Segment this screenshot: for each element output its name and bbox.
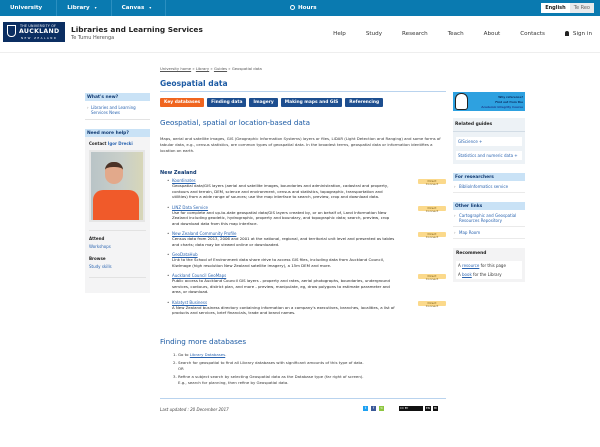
nav-research[interactable]: Research xyxy=(402,31,428,37)
direct-connect-button[interactable]: Direct Connect xyxy=(418,206,446,211)
top-nav-canvas[interactable]: Canvas ▾ xyxy=(112,0,167,16)
language-switcher xyxy=(541,3,594,13)
database-list xyxy=(160,178,446,316)
page-title: Geospatial data xyxy=(160,79,446,92)
database-item: • Kalatyst Business A New Zealand business directory containing information on a company's executives, branches, localities, a list of products and services, brief financials, trade and brand names. Direct Connect xyxy=(160,300,446,316)
recommend-heading: Recommend xyxy=(456,251,487,256)
study-skills-link[interactable]: Study skills xyxy=(89,264,112,269)
last-updated: Last updated : 20 December 2017 xyxy=(160,406,229,412)
database-link-linz[interactable]: LINZ Data Service xyxy=(172,204,209,210)
step-item: 1. Go to Library Databases. xyxy=(178,352,446,358)
clock-icon xyxy=(290,5,295,10)
need-help-heading: Need more help? xyxy=(85,129,150,137)
site-title[interactable]: Libraries and Learning Services xyxy=(71,25,203,34)
recommend-resource-link[interactable]: resource xyxy=(462,263,480,268)
database-item: • Koordinates Geospatial data/GIS layers (aerial and satellite images, boundaries and administration, cadastral and property, contours and terrain, DEM, science and environment, census and statistics, topographic, transportation and utilities) from a wide range of sources; use the map interface to search, preview, crop and download data. Direct Connect xyxy=(160,178,446,200)
for-researchers-heading: For researchers xyxy=(453,173,525,181)
academic-integrity-banner[interactable]: Why reference? Find out from the Academic Integrity Course xyxy=(453,92,525,111)
tab-finding-data[interactable]: Finding data xyxy=(207,98,246,107)
facebook-icon[interactable]: f xyxy=(372,406,375,410)
finding-more-heading: Finding more databases xyxy=(160,336,247,346)
section-heading: Geospatial, spatial or location-based data xyxy=(160,118,311,127)
share-buttons xyxy=(363,406,387,411)
lang-en-badge[interactable]: EN xyxy=(426,406,430,410)
database-link-nz-community-profile[interactable]: New Zealand Community Profile xyxy=(172,231,237,236)
breadcrumb: University home » Library » Guides » Geospatial data xyxy=(160,66,262,71)
site-subtitle: Te Tumu Herenga xyxy=(71,35,115,41)
need-help-box xyxy=(85,129,150,293)
face-icon xyxy=(455,93,468,110)
contact-name-link[interactable]: Igor Drecki xyxy=(107,141,133,146)
database-link-koordinates[interactable]: Koordinates xyxy=(172,178,196,183)
chevron-down-icon: ▾ xyxy=(94,5,97,10)
breadcrumb-library[interactable]: Library xyxy=(195,66,210,71)
main-nav xyxy=(313,31,592,37)
contact-photo xyxy=(89,150,145,222)
bioinformatics-link[interactable]: › Bibliolnformatics service xyxy=(453,181,525,193)
whats-new-link[interactable]: › Libraries and Learning Services News xyxy=(87,105,148,115)
right-sidebar xyxy=(453,92,525,282)
step-item: 3. Refine a subject search by selecting Geospatial data as the Database type (far right of screen). E.g., search for planning, then refine by Geospatial data. xyxy=(178,374,446,385)
breadcrumb-university-home[interactable]: University home xyxy=(160,66,192,71)
top-nav-library[interactable]: Library ▾ xyxy=(57,0,111,16)
recommend-book: A book for the Library xyxy=(456,270,522,279)
database-item: • GeoDataHub Link to the School of Environment data share drive to access GIS files, including data from Auckland Council, KiwImage (high resolution New Zealand satellite imagery), a 15m DEM and more. xyxy=(160,252,446,268)
related-guides-heading: Related guides xyxy=(453,118,525,132)
database-item: • New Zealand Community Profile Census data from 2013, 2006 and 2001 at the national, regional, and territorial unit level and presented as tables and charts; data may be viewed online or downloaded. Direct Connect xyxy=(160,231,446,247)
nav-about[interactable]: About xyxy=(483,31,501,37)
cc-license-icon[interactable]: CC BY xyxy=(399,406,423,411)
library-databases-link[interactable]: Library Databases xyxy=(189,351,226,357)
whats-new-box xyxy=(85,93,150,120)
recommend-box xyxy=(453,248,525,282)
contact-line: Contact Igor Drecki xyxy=(89,141,133,146)
nav-teach[interactable]: Teach xyxy=(447,31,464,37)
whats-new-heading: What's new? xyxy=(85,93,150,101)
university-logo[interactable]: THE UNIVERSITY OF AUCKLAND NEW ZEALAND xyxy=(3,22,65,42)
guide-tabs xyxy=(160,98,446,107)
tab-referencing[interactable]: Referencing xyxy=(345,98,383,107)
intro-paragraph: Maps, aerial and satellite images, GIS (Geographic Information Systems) layers or files, LiDAR (Light Detection and Ranging) and some forms of tabular data, e.g., census statistics, are common types of geospatial data. In the broadest terms, geospatial data or information identifies a location on earth. xyxy=(160,136,441,153)
site-header xyxy=(0,16,600,53)
divider xyxy=(89,230,146,231)
direct-connect-button[interactable]: Direct Connect xyxy=(418,179,446,184)
divider xyxy=(160,398,446,399)
crest-icon xyxy=(7,25,16,37)
tab-making-maps-gis[interactable]: Making maps and GIS xyxy=(281,98,343,107)
top-bar xyxy=(0,0,600,16)
attend-heading: Attend xyxy=(89,236,105,241)
direct-connect-button[interactable]: Direct Connect xyxy=(418,301,446,306)
database-item: • LINZ Data Service Use for complete and up-to-date geospatial data/GIS layers created by, or on behalf of, Land Information New Zealand including geodetic, hydrographic, property and boundary, and topographic data; search, preview, crop and download data from this map interface. Direct Connect xyxy=(160,205,446,227)
left-sidebar xyxy=(85,93,150,293)
map-room-link[interactable]: › Map Room xyxy=(453,227,525,239)
database-link-kalatyst[interactable]: Kalatyst Business xyxy=(172,299,208,305)
nav-contacts[interactable]: Contacts xyxy=(520,31,545,37)
direct-connect-button[interactable]: Direct Connect xyxy=(418,232,446,237)
main-content xyxy=(160,79,446,413)
nz-heading: New Zealand xyxy=(160,170,197,176)
cartographic-repository-link[interactable]: › Cartographic and Geospatial Resources Repository xyxy=(453,210,525,227)
language-english-button[interactable]: English xyxy=(541,3,570,13)
twitter-icon[interactable]: t xyxy=(364,406,367,410)
related-guide-giscience[interactable]: GIScience + xyxy=(456,137,522,146)
hours-link[interactable]: Hours xyxy=(290,0,317,16)
divider xyxy=(89,277,146,278)
sign-in-button[interactable]: Sign in xyxy=(565,31,592,37)
recommend-book-link[interactable]: book xyxy=(462,272,472,277)
page-footer xyxy=(160,405,446,413)
other-links-heading: Other links xyxy=(453,202,525,210)
lang-mi-badge[interactable]: MI xyxy=(433,406,438,410)
step-item: 2. Search for geospatial to find all Library databases with significant amounts of this type of data. OR xyxy=(178,360,446,371)
database-link-geodatahub[interactable]: GeoDataHub xyxy=(172,252,198,257)
tab-key-databases[interactable]: Key databases xyxy=(160,98,204,107)
database-link-auckland-geomaps[interactable]: Auckland Council GeoMaps xyxy=(172,273,227,278)
chevron-down-icon: ▾ xyxy=(149,5,152,10)
license-badges xyxy=(399,406,440,411)
breadcrumb-guides[interactable]: Guides xyxy=(213,66,228,71)
nav-study[interactable]: Study xyxy=(365,31,383,37)
direct-connect-button[interactable]: Direct Connect xyxy=(418,274,446,279)
database-item: • Auckland Council GeoMaps Public access to Auckland Council GIS layers - property and rates, aerial photographs, boundaries, underground services, contours, district plan, and more - preview, manipulate, eg, draw polygons to estimate parameter and area, or download. Direct Connect xyxy=(160,273,446,295)
user-icon xyxy=(565,31,569,36)
workshops-link[interactable]: Workshops xyxy=(89,244,111,249)
top-nav xyxy=(0,0,166,16)
share-icon[interactable]: < xyxy=(380,406,383,410)
related-guides-box xyxy=(453,118,525,164)
language-tereo-button[interactable]: Te Reo xyxy=(570,3,594,13)
browse-heading: Browse xyxy=(89,256,106,261)
recommend-resource: A resource for this page xyxy=(456,261,522,270)
steps-list xyxy=(160,352,446,386)
nav-help[interactable]: Help xyxy=(333,31,346,37)
tab-imagery[interactable]: Imagery xyxy=(249,98,277,107)
top-nav-university[interactable]: University xyxy=(0,0,57,16)
breadcrumb-current: Geospatial data xyxy=(231,66,262,71)
related-guide-statistics[interactable]: Statistics and numeric data + xyxy=(456,151,522,160)
